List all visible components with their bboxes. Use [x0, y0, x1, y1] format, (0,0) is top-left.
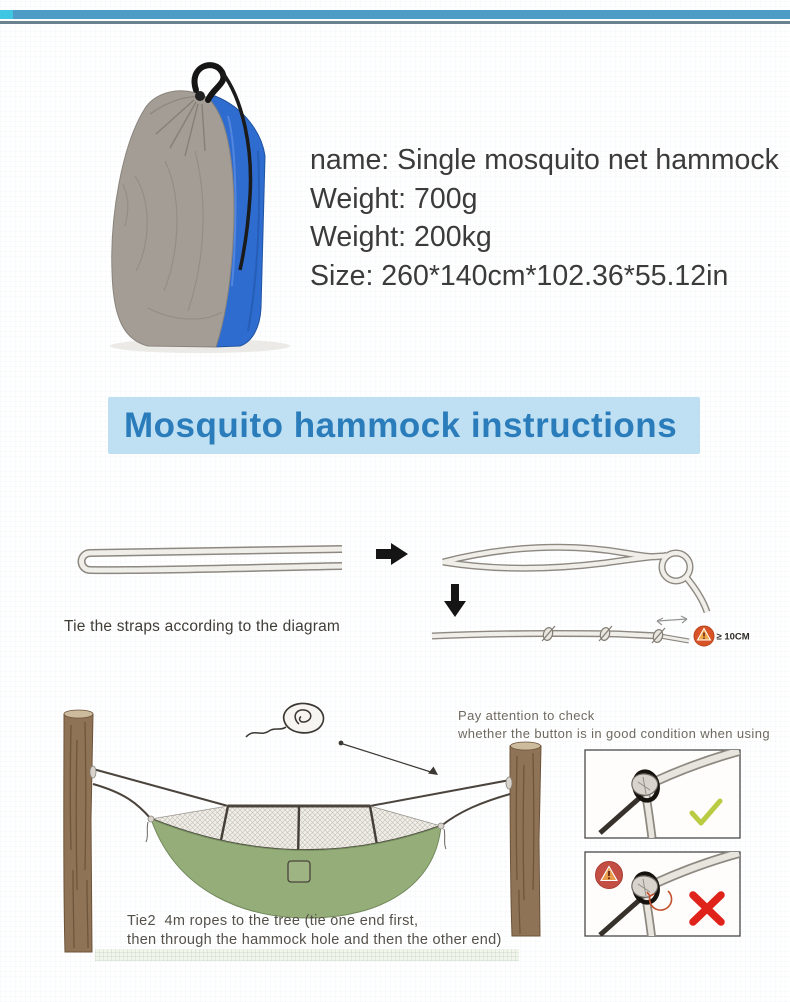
strap-folded-with-loop [443, 547, 707, 612]
rope-wrap-left [90, 766, 96, 778]
min-gap-label: ≥ 10CM [716, 631, 750, 643]
knot-check-panels [580, 744, 750, 944]
strap-guide-caption: Tie the straps according to the diagram [64, 618, 341, 635]
rope-wrap-right [506, 777, 512, 789]
button-doodle [246, 703, 323, 737]
dangling-tie-left [146, 822, 148, 842]
cord-stopper [195, 91, 205, 101]
product-specs [310, 141, 790, 295]
product-photo-stuff-sack [90, 56, 310, 356]
top-accent-bar [0, 10, 790, 19]
tree-trunk-left [64, 710, 93, 952]
corner-knot-left [148, 816, 154, 822]
strap-with-knots [432, 616, 689, 643]
button-note-line1: Pay attention to check [458, 708, 595, 723]
strap-knot [652, 628, 665, 643]
button-note-line2: whether the button is in good condition when using [458, 726, 770, 741]
strap-knot [542, 626, 555, 641]
warning-circle-icon [694, 626, 714, 646]
down-arrow-icon [444, 584, 466, 617]
gap-measure-arrow [657, 616, 687, 625]
bottom-faint-band [95, 949, 519, 961]
instructions-banner-title: Mosquito hammock instructions [108, 397, 700, 454]
hammock-hole [288, 861, 310, 882]
spec-name: name: Single mosquito net hammock [310, 144, 779, 176]
bag-gray-body [112, 91, 234, 347]
strap-tying-diagram [0, 520, 790, 670]
pointer-arrow [339, 741, 438, 775]
dangling-tie-right [444, 829, 446, 849]
top-divider-line [0, 21, 790, 24]
tree-trunk-right [510, 742, 541, 936]
strap-knot [599, 626, 612, 641]
spec-weight: Weight: 700g [310, 182, 478, 215]
strap-flat-loop [82, 549, 342, 570]
spec-size: Size: 260*140cm*102.36*55.12in [310, 259, 729, 292]
rope-caption-line1: Tie2 4m ropes to the tree (tie one end first, [127, 913, 419, 929]
top-accent-corner [0, 10, 13, 19]
corner-knot-right [438, 823, 444, 829]
right-arrow-icon [376, 543, 408, 565]
rope-caption-line2: then through the hammock hole and then the other end) [127, 932, 502, 948]
spec-capacity: Weight: 200kg [310, 221, 492, 253]
warning-badge-icon [596, 862, 623, 889]
